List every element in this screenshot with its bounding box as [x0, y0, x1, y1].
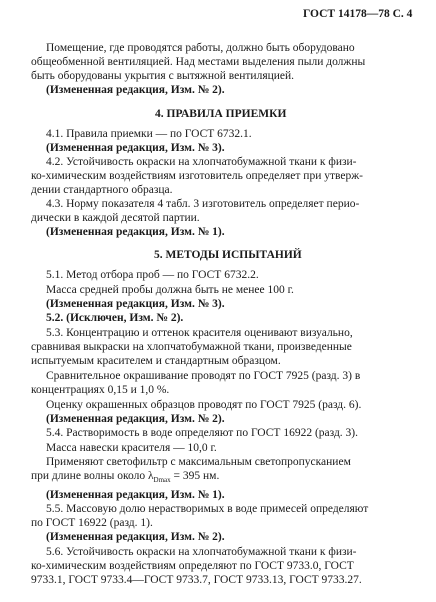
amendment-note: (Измененная редакция, Изм. № 3). [46, 142, 225, 154]
para-line: дически в каждой десятой партии. [31, 212, 200, 224]
amendment-note: (Измененная редакция, Изм. № 3). [46, 298, 225, 310]
para-line: Масса средней пробы должна быть не менее 100 г. [46, 284, 294, 296]
wavelength-value: = 395 нм. [170, 470, 220, 482]
amendment-note: (Измененная редакция, Изм. № 2). [46, 531, 225, 543]
para-line: ко-химическим воздействиям изготовитель определяет при утверж- [31, 170, 364, 182]
para-line: по ГОСТ 16922 (разд. 1). [31, 517, 153, 529]
para-line: 9733.1, ГОСТ 9733.4—ГОСТ 9733.7, ГОСТ 9733.13, ГОСТ 9733.27. [31, 574, 362, 586]
section-heading: 4. ПРАВИЛА ПРИЕМКИ [155, 108, 287, 120]
para-line: 5.5. Массовую долю нерастворимых в воде примесей определяют [46, 503, 369, 515]
para-line: 4.2. Устойчивость окраски на хлопчатобумажной ткани к физи- [46, 156, 357, 168]
para-line: концентрациях 0,15 и 1,0 %. [31, 384, 170, 396]
para-line: Масса навески красителя — 10,0 г. [46, 442, 217, 454]
para-line: 5.3. Концентрацию и оттенок красителя оценивают визуально, [46, 327, 353, 339]
para-line: 5.4. Растворимость в воде определяют по ГОСТ 16922 (разд. 3). [46, 427, 359, 439]
para-line-wavelength [31, 469, 219, 484]
para-line: 4.3. Норму показателя 4 табл. 3 изготовитель определяет перио- [46, 198, 360, 210]
amendment-note: (Измененная редакция, Изм. № 2). [46, 413, 225, 425]
amendment-note: (Измененная редакция, Изм. № 2). [46, 84, 225, 96]
para-line: Помещение, где проводятся работы, должно быть оборудовано [46, 42, 355, 54]
para-line: дении стандартного образца. [31, 184, 173, 196]
para-line: ко-химическим воздействиям определяют по ГОСТ 9733.0, ГОСТ [31, 560, 354, 572]
lambda-subscript: Dmax [153, 476, 171, 484]
para-line: испытуемым красителем и стандартным образцом. [31, 355, 281, 367]
para-line: Оценку окрашенных образцов проводят по ГОСТ 7925 (разд. 6). [46, 399, 362, 411]
para-line: 5.1. Метод отбора проб — по ГОСТ 6732.2. [46, 269, 259, 281]
wavelength-text: при длине волны около λ [31, 470, 154, 482]
excluded-note: 5.2. (Исключен, Изм. № 2). [46, 312, 184, 324]
amendment-note: (Измененная редакция, Изм. № 1). [46, 226, 225, 238]
para-line: Сравнительное окрашивание проводят по ГОСТ 7925 (разд. 3) в [46, 370, 361, 382]
para-line: быть оборудованы укрытия с вытяжной вентиляцией. [31, 70, 295, 82]
section-heading: 5. МЕТОДЫ ИСПЫТАНИЙ [154, 249, 302, 261]
page-header: ГОСТ 14178—78 С. 4 [303, 8, 413, 20]
para-line: 5.6. Устойчивость окраски на хлопчатобумажной ткани к физи- [46, 546, 357, 558]
para-line: общеобменной вентиляцией. Над местами выделения пыли должны [31, 56, 366, 68]
para-line: 4.1. Правила приемки — по ГОСТ 6732.1. [46, 128, 252, 140]
amendment-note: (Измененная редакция, Изм. № 1). [46, 489, 225, 501]
para-line: Применяют светофильтр с максимальным светопропусканием [46, 456, 351, 468]
para-line: сравнивая выкраски на хлопчатобумажной ткани, произведенные [31, 341, 352, 353]
